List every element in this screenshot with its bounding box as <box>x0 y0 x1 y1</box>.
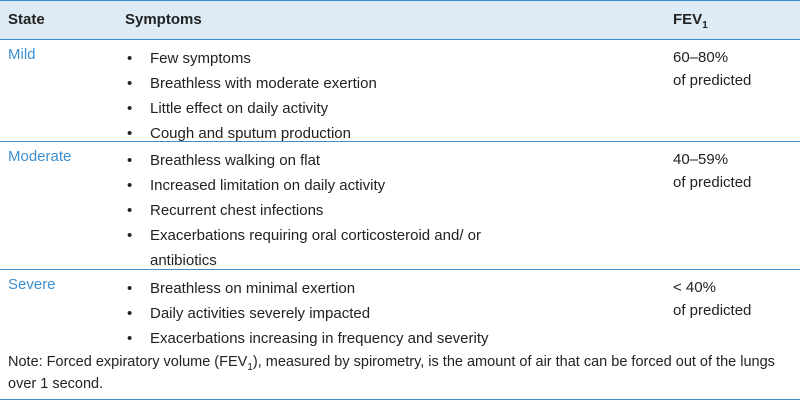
table-row-severe <box>0 270 800 345</box>
symptom-text: Little effect on daily activity <box>150 100 329 117</box>
state-label: Mild <box>8 46 36 63</box>
bullet-icon: • <box>127 227 133 244</box>
bullet-icon: • <box>127 75 133 92</box>
symptom-text: Breathless walking on flat <box>150 152 321 169</box>
symptom-item <box>125 173 525 198</box>
bullet-icon: • <box>127 125 133 142</box>
symptom-item <box>125 96 655 121</box>
symptom-item <box>125 71 655 96</box>
note-prefix: Note: Forced expiratory volume (FEV <box>8 354 248 370</box>
symptom-text: Breathless on minimal exertion <box>150 280 356 297</box>
bullet-icon: • <box>127 177 133 194</box>
bullet-icon: • <box>127 152 133 169</box>
table-footnote <box>0 345 800 400</box>
bullet-icon: • <box>127 280 133 297</box>
symptom-item <box>125 223 525 273</box>
fev-value <box>673 276 751 322</box>
fev-range: 60–80% <box>673 49 729 66</box>
note-suffix: ), measured by spirometry, is the amount of air that can be forced out of the lungs over 1 second. <box>8 354 775 392</box>
table-row-mild <box>0 40 800 142</box>
symptom-text: Increased limitation on daily activity <box>150 177 386 194</box>
fev-value <box>673 46 751 92</box>
fev-note: of predicted <box>673 72 752 89</box>
symptom-text: Daily activities severely impacted <box>150 305 371 322</box>
symptom-item <box>125 46 655 71</box>
symptom-text: Exacerbations increasing in frequency and severity <box>150 330 489 347</box>
fev-note: of predicted <box>673 174 752 191</box>
symptom-item <box>125 301 655 326</box>
bullet-icon: • <box>127 100 133 117</box>
state-label: Moderate <box>8 148 72 165</box>
symptom-item <box>125 148 525 173</box>
header-state: State <box>8 11 45 28</box>
fev-range: 40–59% <box>673 151 729 168</box>
symptom-text: Recurrent chest infections <box>150 202 324 219</box>
symptom-item <box>125 276 655 301</box>
symptom-text: Breathless with moderate exertion <box>150 75 377 92</box>
note-subscript: 1 <box>247 361 253 373</box>
fev-value <box>673 148 751 194</box>
header-fev-subscript: 1 <box>702 20 708 31</box>
table-row-moderate <box>0 142 800 270</box>
table-header-row <box>0 0 800 40</box>
symptom-text: Cough and sputum production <box>150 125 351 142</box>
symptom-item <box>125 198 525 223</box>
symptom-text: Few symptoms <box>150 50 251 67</box>
fev-note: of predicted <box>673 302 752 319</box>
symptom-text: Exacerbations requiring oral corticosteroid and/ or antibiotics <box>150 227 482 269</box>
symptom-list <box>125 148 525 273</box>
header-fev <box>673 11 708 29</box>
symptom-list <box>125 46 655 146</box>
fev-range: < 40% <box>673 279 716 296</box>
state-label: Severe <box>8 276 56 293</box>
header-fev-main: FEV <box>673 11 703 28</box>
header-symptoms: Symptoms <box>125 11 202 28</box>
bullet-icon: • <box>127 330 133 347</box>
bullet-icon: • <box>127 305 133 322</box>
symptom-list <box>125 276 655 351</box>
bullet-icon: • <box>127 50 133 67</box>
bullet-icon: • <box>127 202 133 219</box>
